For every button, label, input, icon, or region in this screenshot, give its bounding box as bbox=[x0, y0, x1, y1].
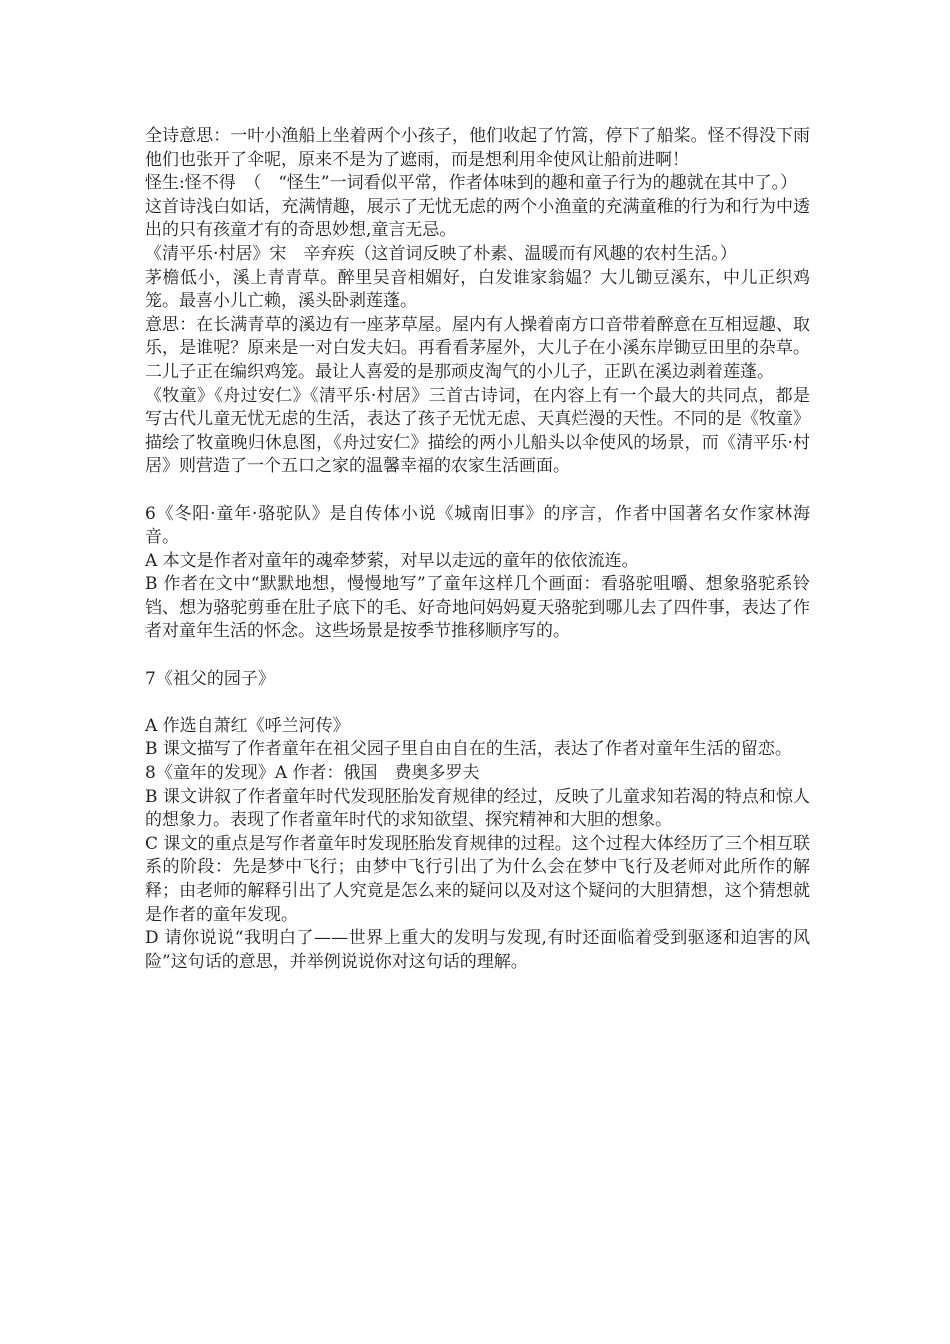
lesson-7-title: 7《祖父的园子》 bbox=[145, 668, 275, 689]
poem-translation-paragraph: 意思：在长满青草的溪边有一座茅草屋。屋内有人操着南方口音带着醉意在互相逗趣、取乐，是谁呢？原来是一对白发夫妇。再看看茅屋外，大儿子在小溪东岸锄豆田里的杂草。二儿子正在编织鸡笼。最让人喜爱的是那顽皮淘气的小儿子，正趴在溪边剥着莲蓬。 bbox=[145, 314, 810, 382]
lesson-7-point-a: A 作选自萧红《呼兰河传》 bbox=[145, 715, 350, 736]
comparison-paragraph: 《牧童》《舟过安仁》《清平乐·村居》三首古诗词，在内容上有一个最大的共同点，都是写古代儿童无忧无虑的生活，表达了孩子无忧无虑、天真烂漫的天性。不同的是《牧童》描绘了牧童晚归休息图，《舟过安仁》描绘的两小儿船头以伞使风的场景，而《清平乐·村居》则营造了一个五口之家的温馨幸福的农家生活画面。 bbox=[145, 385, 810, 477]
paragraph-spacer bbox=[145, 691, 810, 715]
lesson-8-point-b: B 课文讲叙了作者童年时代发现胚胎发育规律的经过，反映了儿童求知若渴的特点和惊人的想象力。表现了作者童年时代的求知欲望、探究精神和大胆的想象。 bbox=[145, 786, 810, 831]
poem-meaning-paragraph: 全诗意思：一叶小渔船上坐着两个小孩子，他们收起了竹篙，停下了船桨。怪不得没下雨他们也张开了伞呢，原来不是为了遮雨，而是想利用伞使风让船前进啊！ bbox=[145, 126, 810, 170]
word-explanation-paragraph: 怪生:怪不得 （ “怪生”一词看似平常，作者体味到的趣和童子行为的趣就在其中了。） bbox=[145, 173, 798, 194]
lesson-7-point-b: B 课文描写了作者童年在祖父园子里自由自在的生活，表达了作者对童年生活的留恋。 bbox=[145, 739, 792, 760]
lesson-6-point-a: A 本文是作者对童年的魂牵梦萦，对早以走远的童年的依依流连。 bbox=[145, 550, 639, 571]
paragraph-spacer bbox=[145, 644, 810, 668]
paragraph-spacer bbox=[145, 479, 810, 503]
lesson-8-point-d: D 请你说说“我明白了——世界上重大的发明与发现,有时还面临着受到驱逐和迫害的风险”这句话的意思，并举例说说你对这句话的理解。 bbox=[145, 928, 810, 972]
lesson-6-point-b: B 作者在文中“默默地想，慢慢地写”了童年这样几个画面：看骆驼咀嚼、想象骆驼系铃铛、想为骆驼剪垂在肚子底下的毛、好奇地问妈妈夏天骆驼到哪儿去了四件事，表达了作者对童年生活的怀念。这些场景是按季节推移顺序写的。 bbox=[145, 574, 810, 642]
poem-text-paragraph: 茅檐低小，溪上青青草。醉里吴音相媚好，白发谁家翁媪？大儿锄豆溪东，中儿正织鸡笼。最喜小儿亡赖，溪头卧剥莲蓬。 bbox=[145, 267, 810, 312]
document-page bbox=[145, 125, 810, 974]
lesson-8-title: 8《童年的发现》A 作者：俄国 费奥多罗夫 bbox=[145, 763, 480, 784]
lesson-8-point-c: C 课文的重点是写作者童年时发现胚胎发育规律的过程。这个过程大体经历了三个相互联系的阶段：先是梦中飞行；由梦中飞行引出了为什么会在梦中飞行及老师对此所作的解释；由老师的解释引出了人究竟是怎么来的疑问以及对这个疑问的大胆猜想，这个猜想就是作者的童年发现。 bbox=[145, 833, 810, 925]
lesson-6-title-paragraph: 6《冬阳·童年·骆驼队》是自传体小说《城南旧事》的序言，作者中国著名女作家林海音。 bbox=[145, 503, 810, 548]
poem-analysis-paragraph: 这首诗浅白如话，充满情趣，展示了无忧无虑的两个小渔童的充满童稚的行为和行为中透出的只有孩童才有的奇思妙想,童言无忌。 bbox=[145, 196, 810, 241]
poem-title-paragraph: 《清平乐·村居》宋 辛弃疾（这首词反映了朴素、温暖而有风趣的农村生活。） bbox=[145, 243, 737, 264]
